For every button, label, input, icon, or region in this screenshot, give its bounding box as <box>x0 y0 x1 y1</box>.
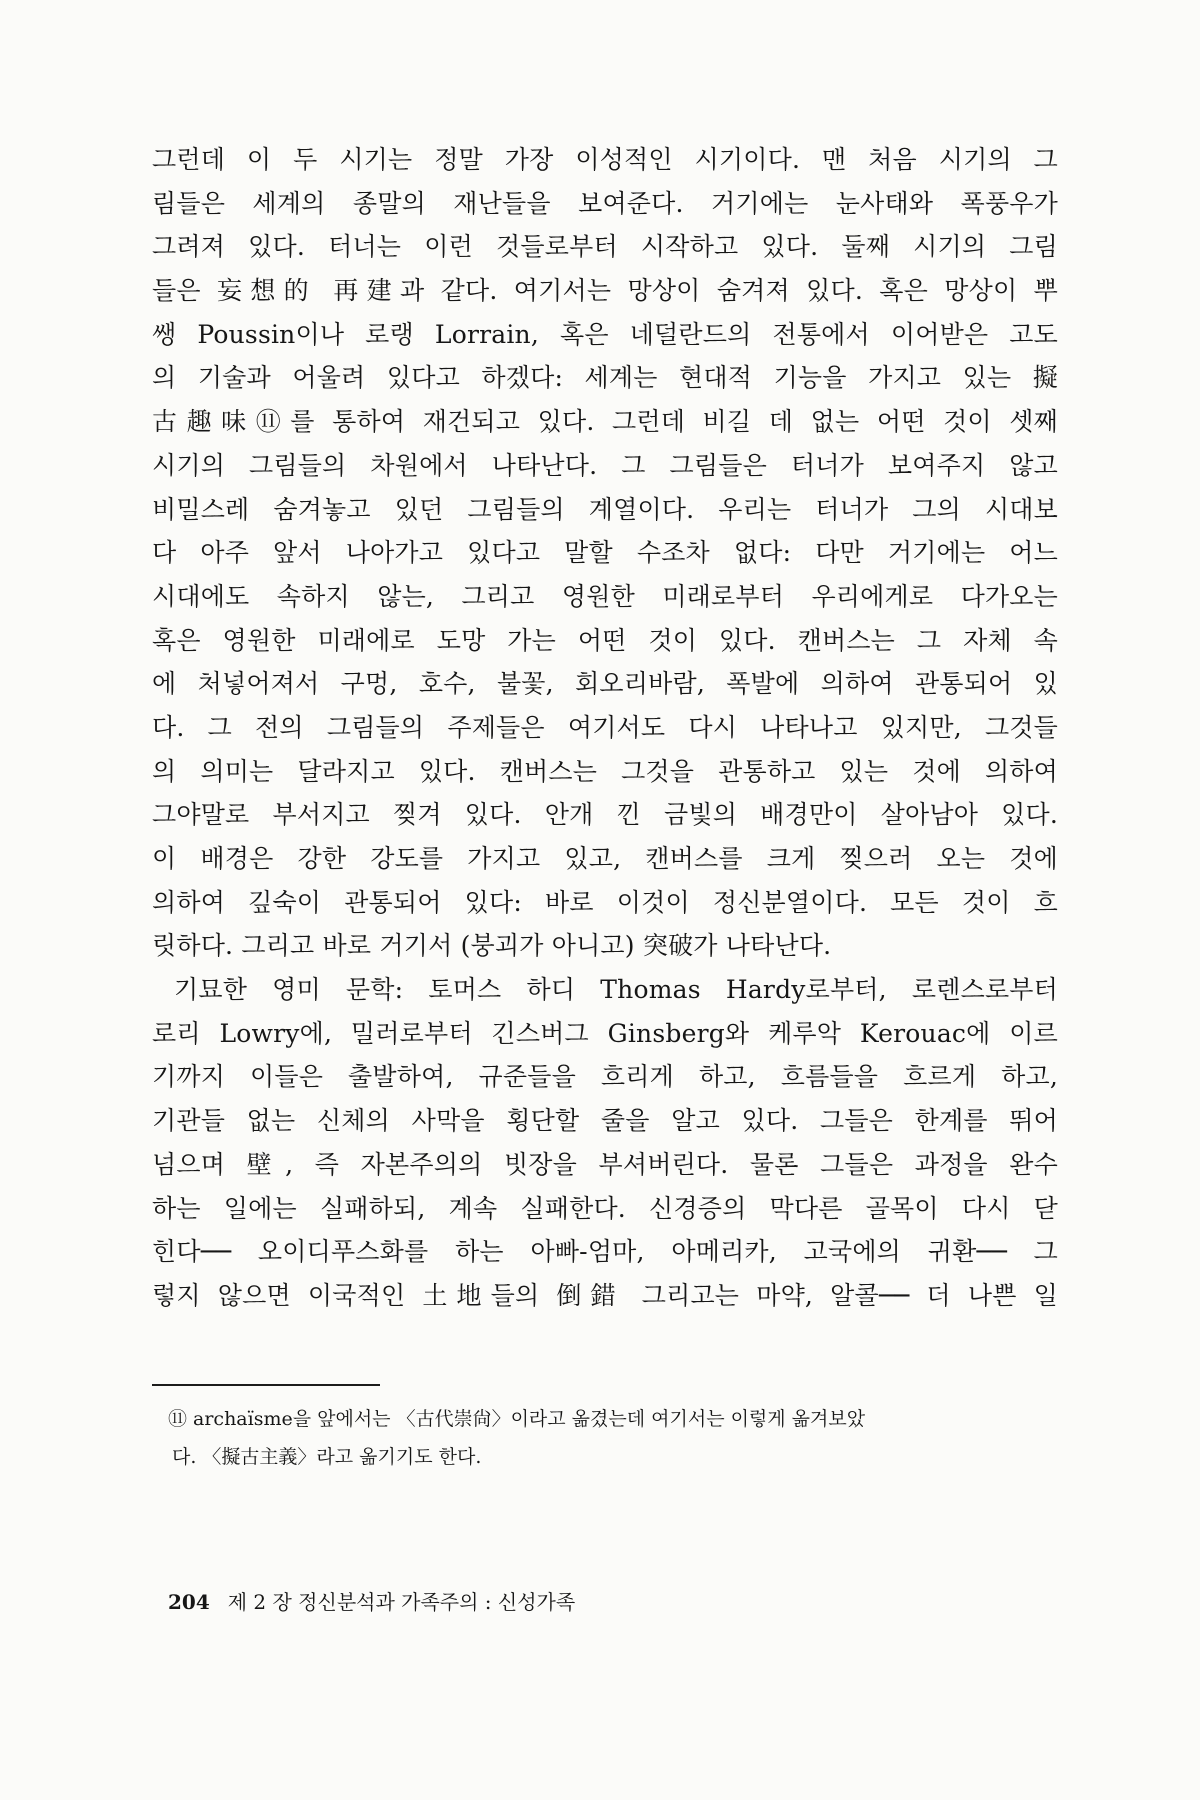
footnote-line-2: 다. 〈擬古主義〉라고 옮기기도 한다. <box>172 1446 482 1468</box>
text-line-12: 혹은 영원한 미래에로 도망 가는 어떤 것이 있다. 캔버스는 그 자체 속 <box>152 625 1058 655</box>
text-line-24: 넘으며 壁, 즉 자본주의의 빗장을 부셔버린다. 물론 그들은 과정을 완수 <box>152 1149 1058 1179</box>
text-line-20: 기묘한 영미 문학: 토머스 하디 Thomas Hardy로부터, 로렌스로부터 <box>174 975 1058 1005</box>
text-line-9: 비밀스레 숨겨놓고 있던 그림들의 계열이다. 우리는 터너가 그의 시대보 <box>152 494 1058 524</box>
text-line-7: 古趣味⑪를 통하여 재건되고 있다. 그런데 비길 데 없는 어떤 것이 셋째 <box>152 407 1058 437</box>
text-line-23: 기관들 없는 신체의 사막을 횡단할 줄을 알고 있다. 그들은 한계를 뛰어 <box>152 1106 1058 1136</box>
page-number: 204 <box>168 1590 210 1614</box>
running-footer <box>168 1588 575 1616</box>
footnote-divider <box>152 1384 380 1386</box>
main-text <box>152 138 1058 1318</box>
text-line-14: 다. 그 전의 그림들의 주제들은 여기서도 다시 나타나고 있지만, 그것들 <box>152 712 1058 742</box>
text-line-6: 의 기술과 어울려 있다고 하겠다: 세계는 현대적 기능을 가지고 있는 擬 <box>152 363 1058 393</box>
text-line-2: 림들은 세계의 종말의 재난들을 보여준다. 거기에는 눈사태와 폭풍우가 <box>152 188 1058 218</box>
footnote-text-1: archaïsme을 앞에서는 〈古代崇尙〉이라고 옮겼는데 여기서는 이렇게 옮겨보았 <box>193 1408 866 1430</box>
text-line-17: 이 배경은 강한 강도를 가지고 있고, 캔버스를 크게 찢으러 오는 것에 <box>152 844 1058 873</box>
text-line-15: 의 의미는 달라지고 있다. 캔버스는 그것을 관통하고 있는 것에 의하여 <box>152 756 1058 786</box>
footnote-marker: ⑪ <box>168 1408 188 1430</box>
chapter-title: 제 2 장 정신분석과 가족주의 : 신성가족 <box>227 1590 576 1614</box>
text-line-19: 릿하다. 그리고 바로 거기서 (붕괴가 아니고) 突破가 나타난다. <box>152 931 832 961</box>
text-line-1: 그런데 이 두 시기는 정말 가장 이성적인 시기이다. 맨 처음 시기의 그 <box>152 145 1058 174</box>
text-line-13: 에 처넣어져서 구멍, 호수, 불꽃, 회오리바람, 폭발에 의하여 관통되어 있 <box>152 669 1058 699</box>
text-line-18: 의하여 깊숙이 관통되어 있다: 바로 이것이 정신분열이다. 모든 것이 흐 <box>152 887 1058 917</box>
text-line-10: 다 아주 앞서 나아가고 있다고 말할 수조차 없다: 다만 거기에는 어느 <box>152 538 1058 568</box>
text-line-4: 들은 妄想的 再建과 같다. 여기서는 망상이 숨겨져 있다. 혹은 망상이 뿌 <box>152 276 1058 306</box>
text-line-22: 기까지 이들은 출발하여, 규준들을 흐리게 하고, 흐름들을 흐르게 하고, <box>152 1062 1058 1092</box>
text-line-8: 시기의 그림들의 차원에서 나타난다. 그 그림들은 터너가 보여주지 않고 <box>152 450 1058 480</box>
footnote <box>168 1400 1058 1476</box>
text-line-25: 하는 일에는 실패하되, 계속 실패한다. 신경증의 막다른 골목이 다시 닫 <box>152 1193 1058 1223</box>
text-line-11: 시대에도 속하지 않는, 그리고 영원한 미래로부터 우리에게로 다가오는 <box>152 581 1058 611</box>
text-line-16: 그야말로 부서지고 찢겨 있다. 안개 낀 금빛의 배경만이 살아남아 있다. <box>152 800 1058 830</box>
text-line-5: 쌩 Poussin이나 로랭 Lorrain, 혹은 네덜란드의 전통에서 이어받은 고도 <box>152 319 1058 349</box>
text-line-21: 로리 Lowry에, 밀러로부터 긴스버그 Ginsberg와 케루악 Kerouac에 이르 <box>152 1018 1058 1048</box>
text-line-3: 그려져 있다. 터너는 이런 것들로부터 시작하고 있다. 둘째 시기의 그림 <box>152 232 1058 262</box>
text-line-27: 렇지 않으면 이국적인 土地들의 倒錯 그리고는 마약, 알콜── 더 나쁜 일 <box>152 1280 1058 1310</box>
footnote-line-1 <box>168 1400 1058 1438</box>
text-line-26: 힌다── 오이디푸스화를 하는 아빠-엄마, 아메리카, 고국에의 귀환── 그 <box>152 1237 1058 1267</box>
